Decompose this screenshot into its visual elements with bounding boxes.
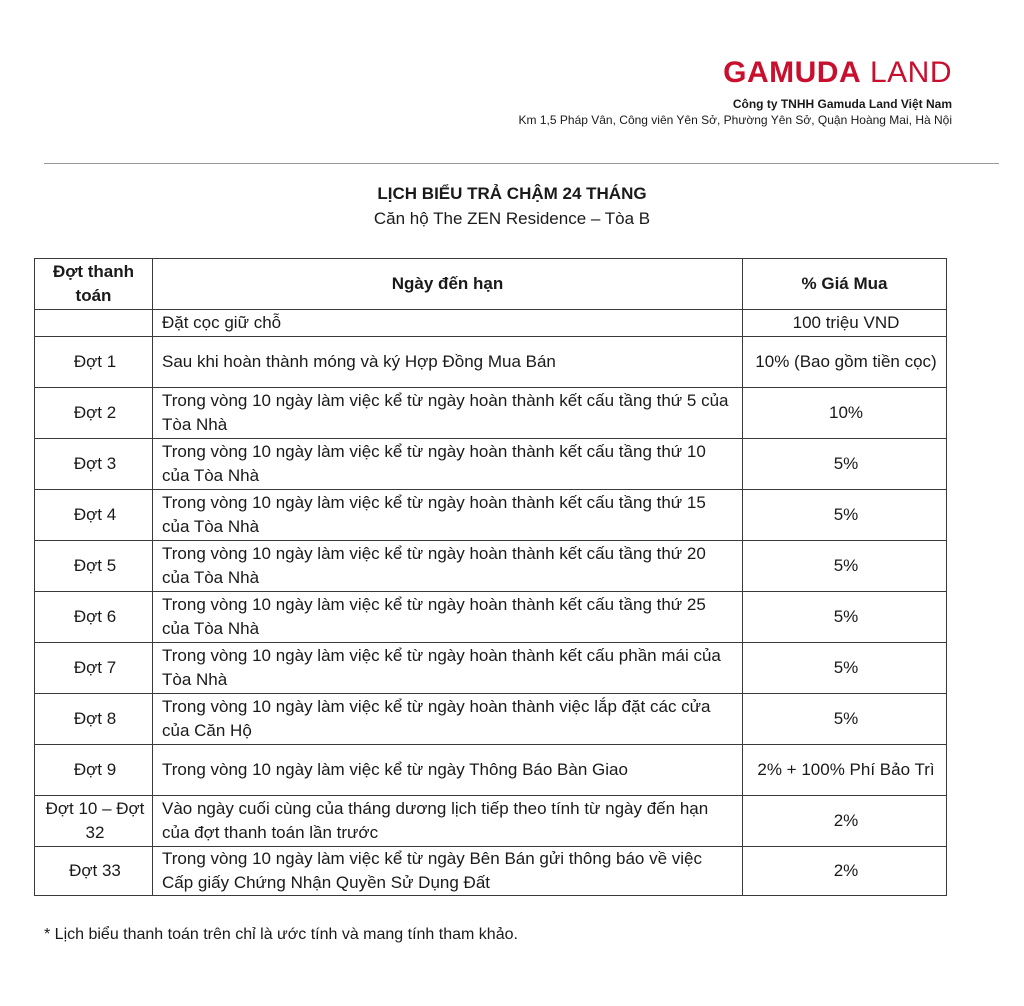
- cell-due: Đặt cọc giữ chỗ: [153, 310, 743, 337]
- header-divider: [44, 163, 999, 164]
- table-row: [35, 388, 947, 439]
- logo-word-gamuda: GAMUDA: [723, 56, 862, 89]
- cell-percent: 5%: [743, 541, 947, 592]
- cell-percent: 5%: [743, 439, 947, 490]
- logo-word-land: LAND: [869, 56, 952, 89]
- cell-percent: 5%: [743, 592, 947, 643]
- cell-due: Trong vòng 10 ngày làm việc kể từ ngày hoàn thành việc lắp đặt các cửa của Căn Hộ: [153, 694, 743, 745]
- table-header-row: [35, 259, 947, 310]
- cell-due: Trong vòng 10 ngày làm việc kể từ ngày hoàn thành kết cấu phần mái của Tòa Nhà: [153, 643, 743, 694]
- cell-percent: 5%: [743, 490, 947, 541]
- document-title: LỊCH BIỂU TRẢ CHẬM 24 THÁNG: [377, 184, 647, 203]
- cell-installment: Đợt 4: [35, 490, 153, 541]
- cell-installment: Đợt 9: [35, 745, 153, 796]
- table-row: [35, 439, 947, 490]
- cell-due: Trong vòng 10 ngày làm việc kể từ ngày hoàn thành kết cấu tầng thứ 15 của Tòa Nhà: [153, 490, 743, 541]
- gamuda-land-logo: [723, 56, 952, 90]
- cell-due: Vào ngày cuối cùng của tháng dương lịch tiếp theo tính từ ngày đến hạn của đợt thanh toán lần trước: [153, 796, 743, 847]
- table-row: [35, 592, 947, 643]
- cell-percent: 5%: [743, 694, 947, 745]
- cell-installment: Đợt 10 – Đợt 32: [35, 796, 153, 847]
- cell-due: Trong vòng 10 ngày làm việc kể từ ngày hoàn thành kết cấu tầng thứ 25 của Tòa Nhà: [153, 592, 743, 643]
- cell-percent: 5%: [743, 643, 947, 694]
- cell-due: Trong vòng 10 ngày làm việc kể từ ngày hoàn thành kết cấu tầng thứ 5 của Tòa Nhà: [153, 388, 743, 439]
- cell-due: Trong vòng 10 ngày làm việc kể từ ngày Thông Báo Bàn Giao: [153, 745, 743, 796]
- company-address: Km 1,5 Pháp Vân, Công viên Yên Sở, Phường Yên Sở, Quận Hoàng Mai, Hà Nội: [518, 113, 952, 127]
- cell-installment: Đợt 1: [35, 337, 153, 388]
- cell-installment: Đợt 8: [35, 694, 153, 745]
- header-installment: Đợt thanh toán: [35, 259, 153, 310]
- table-row: [35, 337, 947, 388]
- footnote: * Lịch biểu thanh toán trên chỉ là ước tính và mang tính tham khảo.: [44, 926, 518, 943]
- company-name: Công ty TNHH Gamuda Land Việt Nam: [732, 97, 952, 111]
- cell-installment: Đợt 6: [35, 592, 153, 643]
- cell-installment: Đợt 3: [35, 439, 153, 490]
- header-percent: % Giá Mua: [743, 259, 947, 310]
- cell-due: Trong vòng 10 ngày làm việc kể từ ngày Bên Bán gửi thông báo về việc Cấp giấy Chứng Nhận Quyền Sử Dụng Đất: [153, 847, 743, 896]
- payment-schedule-table: [34, 258, 947, 896]
- cell-due: Trong vòng 10 ngày làm việc kể từ ngày hoàn thành kết cấu tầng thứ 20 của Tòa Nhà: [153, 541, 743, 592]
- table-row: [35, 745, 947, 796]
- cell-percent: 10%: [743, 388, 947, 439]
- table-row: [35, 310, 947, 337]
- table-row: [35, 847, 947, 896]
- cell-percent: 2% + 100% Phí Bảo Trì: [743, 745, 947, 796]
- cell-percent: 100 triệu VND: [743, 310, 947, 337]
- cell-installment: [35, 310, 153, 337]
- table-row: [35, 643, 947, 694]
- cell-due: Sau khi hoàn thành móng và ký Hợp Đồng Mua Bán: [153, 337, 743, 388]
- cell-percent: 10% (Bao gồm tiền cọc): [743, 337, 947, 388]
- table-row: [35, 490, 947, 541]
- cell-installment: Đợt 33: [35, 847, 153, 896]
- cell-due: Trong vòng 10 ngày làm việc kể từ ngày hoàn thành kết cấu tầng thứ 10 của Tòa Nhà: [153, 439, 743, 490]
- cell-installment: Đợt 7: [35, 643, 153, 694]
- cell-percent: 2%: [743, 847, 947, 896]
- table-row: [35, 694, 947, 745]
- table-row: [35, 541, 947, 592]
- header-due-date: Ngày đến hạn: [153, 259, 743, 310]
- table-row: [35, 796, 947, 847]
- document-subtitle: Căn hộ The ZEN Residence – Tòa B: [373, 209, 651, 228]
- cell-percent: 2%: [743, 796, 947, 847]
- cell-installment: Đợt 5: [35, 541, 153, 592]
- cell-installment: Đợt 2: [35, 388, 153, 439]
